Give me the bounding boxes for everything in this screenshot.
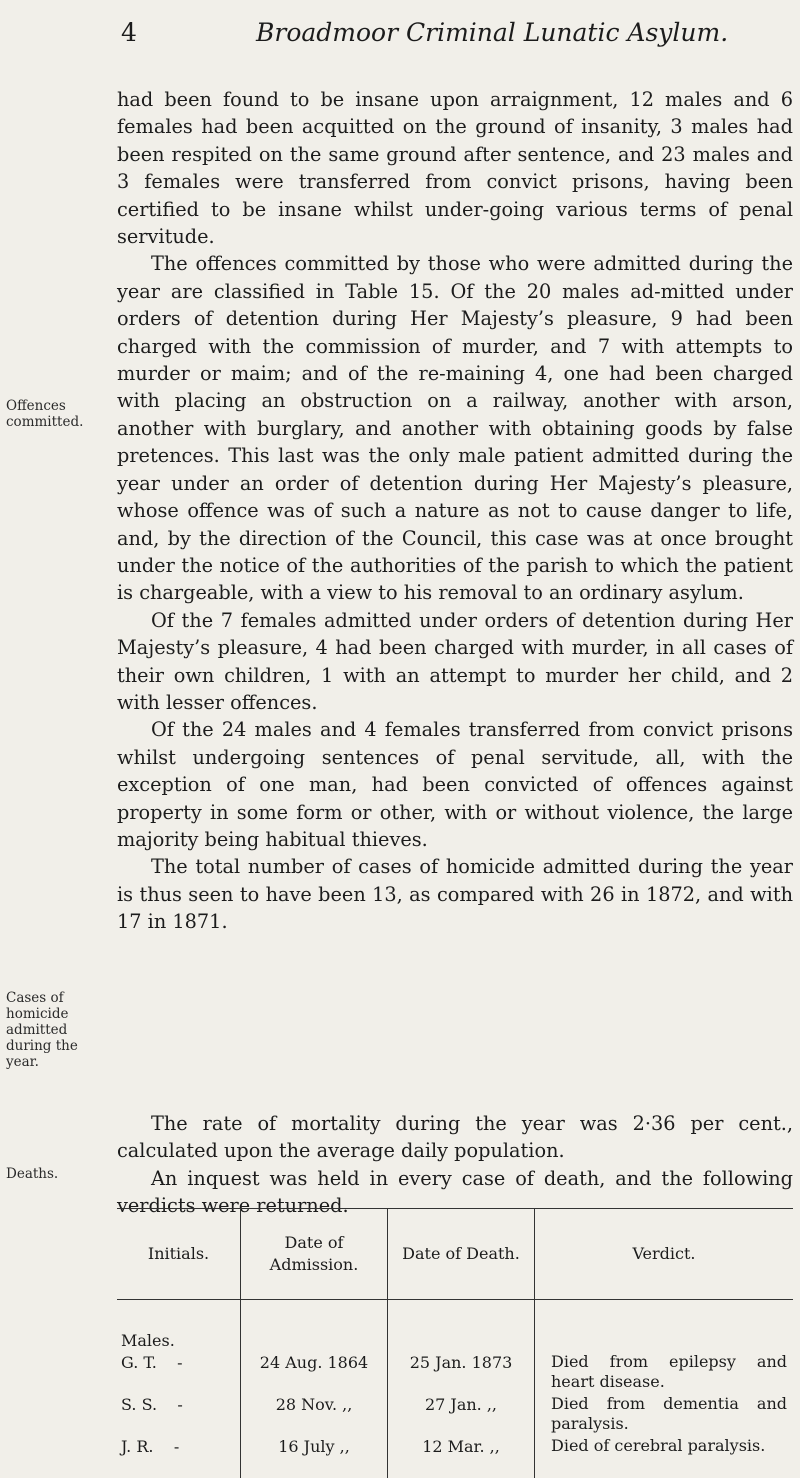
margin-note-homicide: Cases of homicide admitted during the year. [6, 990, 78, 1070]
body-text-main [117, 86, 793, 936]
paragraph-offences: The offences committed by those who were admitted during the year are classified in Table 15. Of the 20 males ad-mitted under orders of detention during Her Majesty’s pleasure, 9 had been charged with the commission of murder, and 7 with attempts to murder or maim; and of the re-maining 4, one had been charged with placing an obstruction on a railway, another with arson, another with burglary, and another with obtaining goods by false pretences. This last was the only male patient admitted during the year under an order of detention during Her Majesty’s pleasure, whose offence was of such a nature as not to cause danger to life, and, by the direction of the Council, this case was at once brought under the notice of the authorities of the parish to which the patient is chargeable, with a view to his removal to an ordinary asylum. [117, 252, 793, 605]
cell-initials: G. T. - [121, 1353, 183, 1372]
paragraph-females: Of the 7 females admitted under orders of detention during Her Majesty’s pleasure, 4 had been charged with murder, in all cases of their own children, 1 with an attempt to murder her child, and 2 with lesser offences. [117, 608, 793, 714]
margin-note-offences: Offences committed. [6, 398, 84, 430]
margin-note-deaths: Deaths. [6, 1166, 59, 1182]
table-row [117, 1352, 793, 1394]
cell-verdict: Died of cerebral paralysis. [535, 1436, 794, 1478]
cell-initials: J. R. - [121, 1437, 180, 1456]
cell-death: 25 Jan. 1873 [388, 1352, 535, 1394]
page-header [0, 14, 800, 54]
header-verdict: Verdict. [535, 1209, 794, 1300]
header-admission: Date of Admission. [241, 1209, 388, 1300]
table-group-row [117, 1300, 793, 1353]
group-label: Males. [121, 1331, 175, 1350]
cell-admission: 24 Aug. 1864 [241, 1352, 388, 1394]
cell-admission: 16 July ,, [241, 1436, 388, 1478]
page-number: 4 [121, 18, 137, 47]
paragraph-inquest: An inquest was held in every case of death, and the following verdicts were returned. [117, 1166, 793, 1218]
header-initials: Initials. [117, 1209, 241, 1300]
paragraph-mortality: The rate of mortality during the year was 2·36 per cent., calculated upon the average daily population. [117, 1112, 793, 1163]
paragraph-homicide: The total number of cases of homicide admitted during the year is thus seen to have been 13, as compared with 26 in 1872, and with 17 in 1871. [117, 855, 793, 934]
cell-death: 27 Jan. ,, [388, 1394, 535, 1436]
paragraph-continuation: had been found to be insane upon arraignment, 12 males and 6 females had been acquitted on the ground of insanity, 3 males had been respited on the same ground after sentence, and 23 males and 3 females were transferred from convict prisons, having been certified to be insane whilst under-going various terms of penal servitude. [117, 88, 793, 249]
cell-admission: 28 Nov. ,, [241, 1394, 388, 1436]
cell-verdict: Died from epilepsy and heart disease. [535, 1352, 794, 1394]
cell-initials: S. S. - [121, 1395, 183, 1414]
cell-verdict: Died from dementia and paralysis. [535, 1394, 794, 1436]
body-text-deaths [117, 1110, 793, 1220]
paragraph-convicts: Of the 24 males and 4 females transferred from convict prisons whilst undergoing sentences of penal servitude, all, with the exception of one man, had been convicted of offences against property in some form or other, with or without violence, the large majority being habitual thieves. [117, 718, 793, 851]
running-title: Broadmoor Criminal Lunatic Asylum. [256, 18, 729, 47]
table-row [117, 1394, 793, 1436]
table-row [117, 1436, 793, 1478]
table-header-row [117, 1209, 793, 1300]
cell-death: 12 Mar. ,, [388, 1436, 535, 1478]
verdicts-table [117, 1208, 793, 1478]
header-death: Date of Death. [388, 1209, 535, 1300]
